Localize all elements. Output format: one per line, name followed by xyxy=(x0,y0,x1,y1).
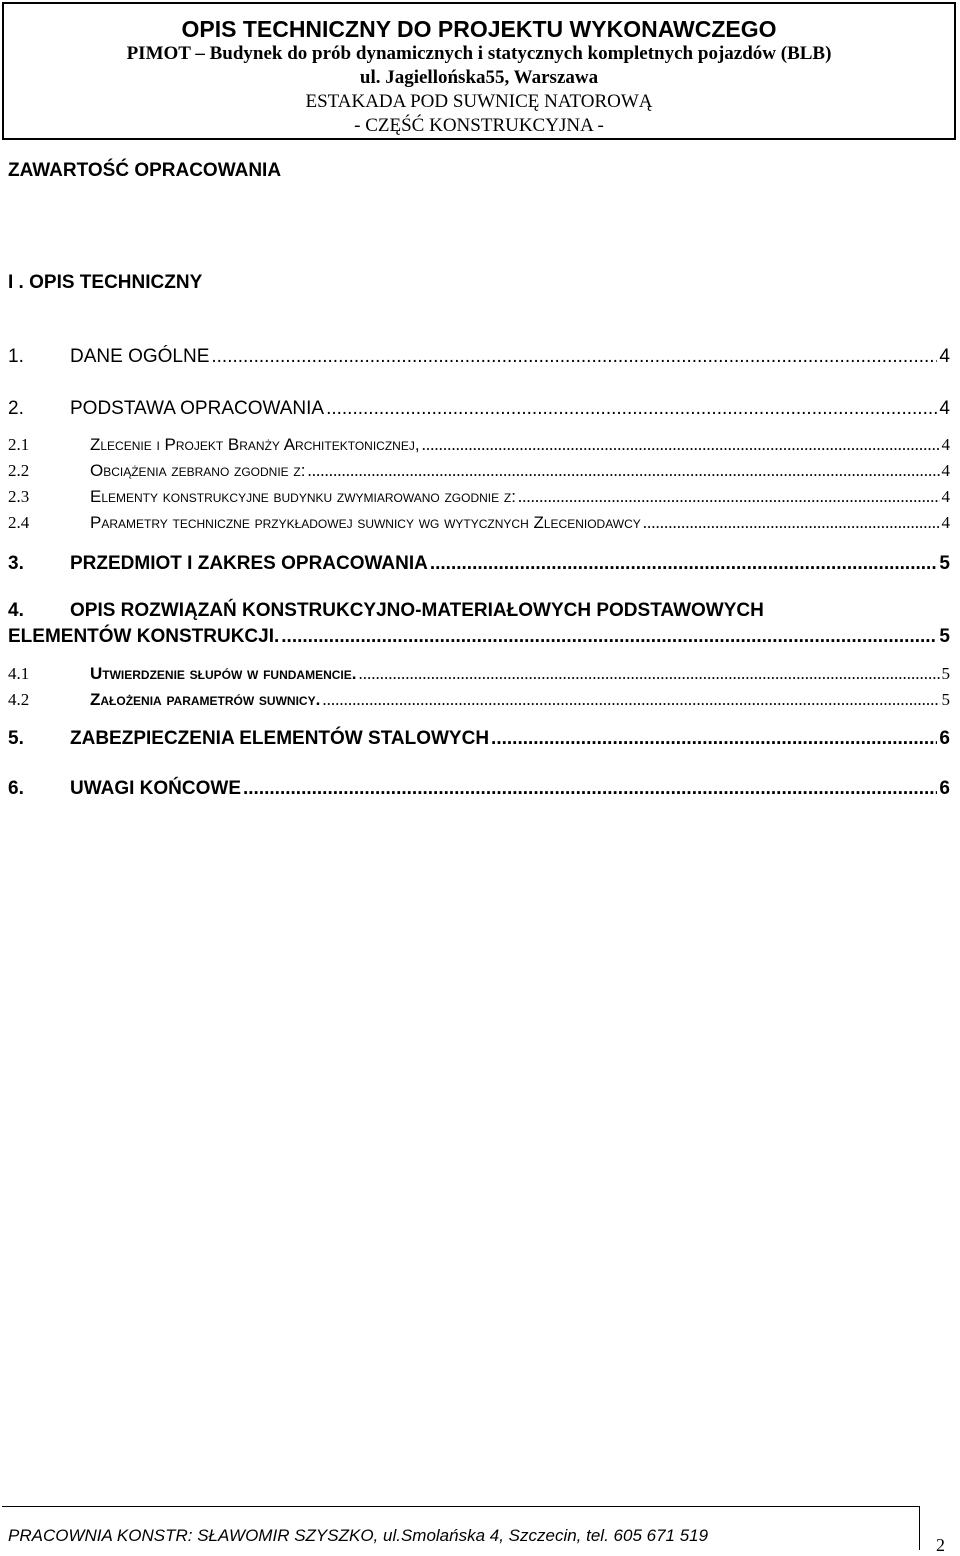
toc-leader xyxy=(491,728,937,750)
toc-number: 4.1 xyxy=(8,664,30,683)
toc-leader xyxy=(322,690,939,710)
document-header xyxy=(2,2,956,140)
toc-page: 5 xyxy=(941,690,950,709)
toc-page: 4 xyxy=(939,346,950,367)
toc-number: 5. xyxy=(8,728,24,749)
toc-text: OPIS ROZWIĄZAŃ KONSTRUKCYJNO-MATERIAŁOWYCH PODSTAWOWYCH xyxy=(70,600,764,621)
toc-entry-6[interactable] xyxy=(8,778,950,800)
toc-entry-4[interactable] xyxy=(8,600,950,622)
toc-page: 5 xyxy=(939,626,950,647)
toc-leader xyxy=(307,461,939,481)
toc-text: ZABEZPIECZENIA ELEMENTÓW STALOWYCH xyxy=(70,728,490,749)
toc-entry-2-2[interactable] xyxy=(8,461,950,481)
toc-text: Założenia parametrów suwnicy. xyxy=(90,690,321,709)
toc-text: PODSTAWA OPRACOWANIA xyxy=(70,398,325,419)
page-number: 2 xyxy=(936,1535,945,1555)
toc-number: 1. xyxy=(8,346,24,367)
toc-text: ELEMENTÓW KONSTRUKCJI. xyxy=(8,626,280,647)
toc-number: 2.1 xyxy=(8,435,30,454)
header-title: OPIS TECHNICZNY DO PROJEKTU WYKONAWCZEGO xyxy=(181,16,777,42)
toc-page: 4 xyxy=(939,398,950,419)
toc-leader xyxy=(430,553,938,575)
toc-entry-4-continued[interactable] xyxy=(8,626,950,648)
toc-entry-5[interactable] xyxy=(8,728,950,750)
toc-leader xyxy=(359,664,940,684)
toc-number: 2. xyxy=(8,398,24,419)
toc-page: 6 xyxy=(939,778,950,799)
section-title: I . OPIS TECHNICZNY xyxy=(8,272,203,293)
toc-entry-2-1[interactable] xyxy=(8,435,950,455)
toc-page: 4 xyxy=(941,461,950,480)
toc-page: 4 xyxy=(941,435,950,454)
header-address: ul. Jagiellońska55, Warszawa xyxy=(359,67,599,88)
toc-number: 2.4 xyxy=(8,513,30,532)
toc-leader xyxy=(422,435,940,455)
toc-page: 4 xyxy=(941,487,950,506)
toc-leader xyxy=(211,346,937,368)
toc-page: 4 xyxy=(941,513,950,532)
toc-entry-2-4[interactable] xyxy=(8,513,950,533)
toc-leader xyxy=(326,398,937,420)
header-subtitle: PIMOT – Budynek do prób dynamicznych i statycznych kompletnych pojazdów (BLB) xyxy=(126,43,832,64)
toc-page: 5 xyxy=(939,553,950,574)
toc-entry-2-3[interactable] xyxy=(8,487,950,507)
toc-text: Parametry techniczne przykładowej suwnicy wg wytycznych Zleceniodawcy xyxy=(90,513,641,532)
toc-leader xyxy=(643,513,940,533)
header-object: ESTAKADA POD SUWNICĘ NATOROWĄ xyxy=(305,91,653,112)
toc-text: Obciążenia zebrano zgodnie z: xyxy=(90,461,306,480)
toc-number: 4.2 xyxy=(8,690,30,709)
toc-leader xyxy=(518,487,940,507)
toc-number: 4. xyxy=(8,600,24,621)
toc-text: DANE OGÓLNE xyxy=(70,346,210,367)
toc-entry-4-2[interactable] xyxy=(8,690,950,710)
toc-number: 2.2 xyxy=(8,461,30,480)
toc-number: 6. xyxy=(8,778,24,799)
toc-number: 2.3 xyxy=(8,487,30,506)
contents-title: ZAWARTOŚĆ OPRACOWANIA xyxy=(8,160,282,181)
toc-text: Zlecenie i Projekt Branży Architektonicznej, xyxy=(90,435,420,454)
toc-number: 3. xyxy=(8,553,24,574)
toc-text: PRZEDMIOT I ZAKRES OPRACOWANIA xyxy=(70,553,428,574)
toc-text: UWAGI KOŃCOWE xyxy=(70,778,241,799)
toc-entry-2[interactable] xyxy=(8,398,950,420)
toc-entry-1[interactable] xyxy=(8,346,950,368)
toc-page: 6 xyxy=(939,728,950,749)
toc-text: Utwierdzenie słupów w fundamencie. xyxy=(90,664,357,683)
toc-entry-3[interactable] xyxy=(8,553,950,575)
toc-page: 5 xyxy=(941,664,950,683)
toc-leader xyxy=(243,778,937,800)
header-part: - CZĘŚĆ KONSTRUKCYJNA - xyxy=(354,115,604,136)
toc-text: Elementy konstrukcyjne budynku zwymiarowano zgodnie z: xyxy=(90,487,516,506)
toc-entry-4-1[interactable] xyxy=(8,664,950,684)
footer-text: PRACOWNIA KONSTR: SŁAWOMIR SZYSZKO, ul.Smolańska 4, Szczecin, tel. 605 671 519 xyxy=(8,1526,709,1545)
toc-leader xyxy=(281,626,937,648)
